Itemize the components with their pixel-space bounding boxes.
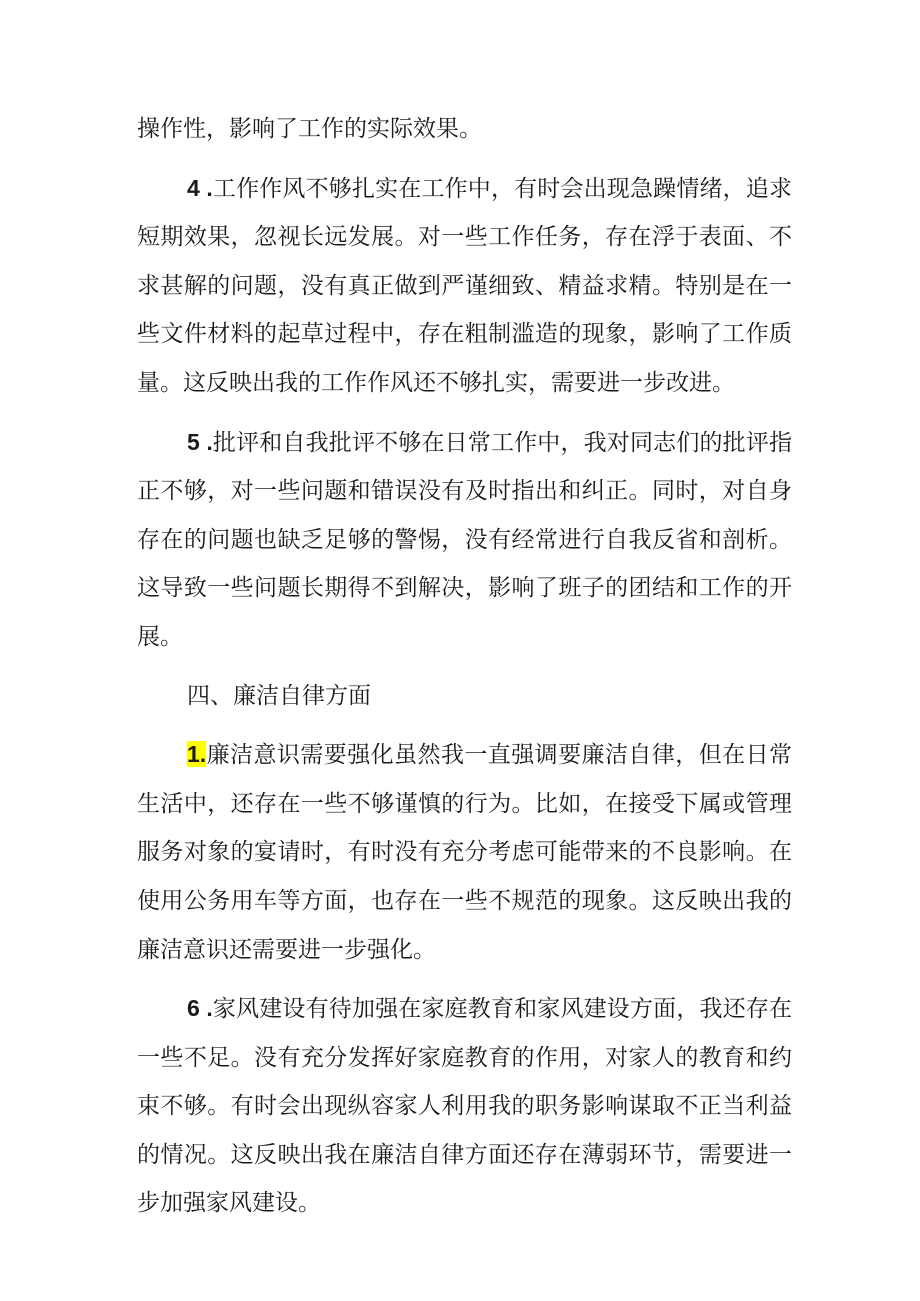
item-number: 4 . xyxy=(187,174,213,201)
item-number: 5 . xyxy=(187,428,213,455)
section-heading-text: 四、廉洁自律方面 xyxy=(187,682,371,709)
paragraph-text: 工作作风不够扎实在工作中，有时会出现急躁情绪，追求短期效果，忽视长远发展。对一些工作任务，存在浮于表面、不求甚解的问题，没有真正做到严谨细致、精益求精。特别是在一些文件材料的起草过程中，存在粗制滥造的现象，影响了工作质量。这反映出我的工作作风还不够扎实，需要进一步改进。 xyxy=(137,175,793,396)
paragraph-text: 批评和自我批评不够在日常工作中，我对同志们的批评指正不够，对一些问题和错误没有及时指出和纠正。同时，对自身存在的问题也缺乏足够的警惕，没有经常进行自我反省和剖析。这导致一些问题长期得不到解决，影响了班子的团结和工作的开展。 xyxy=(137,429,793,650)
highlighted-item-number: 1. xyxy=(187,741,207,768)
item-number: 6 . xyxy=(187,995,213,1022)
section-heading xyxy=(137,672,792,721)
paragraph-item-6 xyxy=(137,984,792,1228)
document-body xyxy=(137,105,792,1228)
paragraph-item-4 xyxy=(137,164,792,408)
paragraph-item-1 xyxy=(137,730,792,974)
paragraph-text: 操作性，影响了工作的实际效果。 xyxy=(137,116,482,142)
paragraph-text: 廉洁意识需要强化虽然我一直强调要廉洁自律，但在日常生活中，还存在一些不够谨慎的行为。比如，在接受下属或管理服务对象的宴请时，有时没有充分考虑可能带来的不良影响。在使用公务用车等方面，也存在一些不规范的现象。这反映出我的廉洁意识还需要进一步强化。 xyxy=(137,742,792,963)
paragraph-text: 家风建设有待加强在家庭教育和家风建设方面，我还存在一些不足。没有充分发挥好家庭教育的作用，对家人的教育和约束不够。有时会出现纵容家人利用我的职务影响谋取不正当利益的情况。这反映出我在廉洁自律方面还存在薄弱环节，需要进一步加强家风建设。 xyxy=(137,996,793,1217)
paragraph-item-5 xyxy=(137,418,792,662)
paragraph-continuation xyxy=(137,105,792,154)
